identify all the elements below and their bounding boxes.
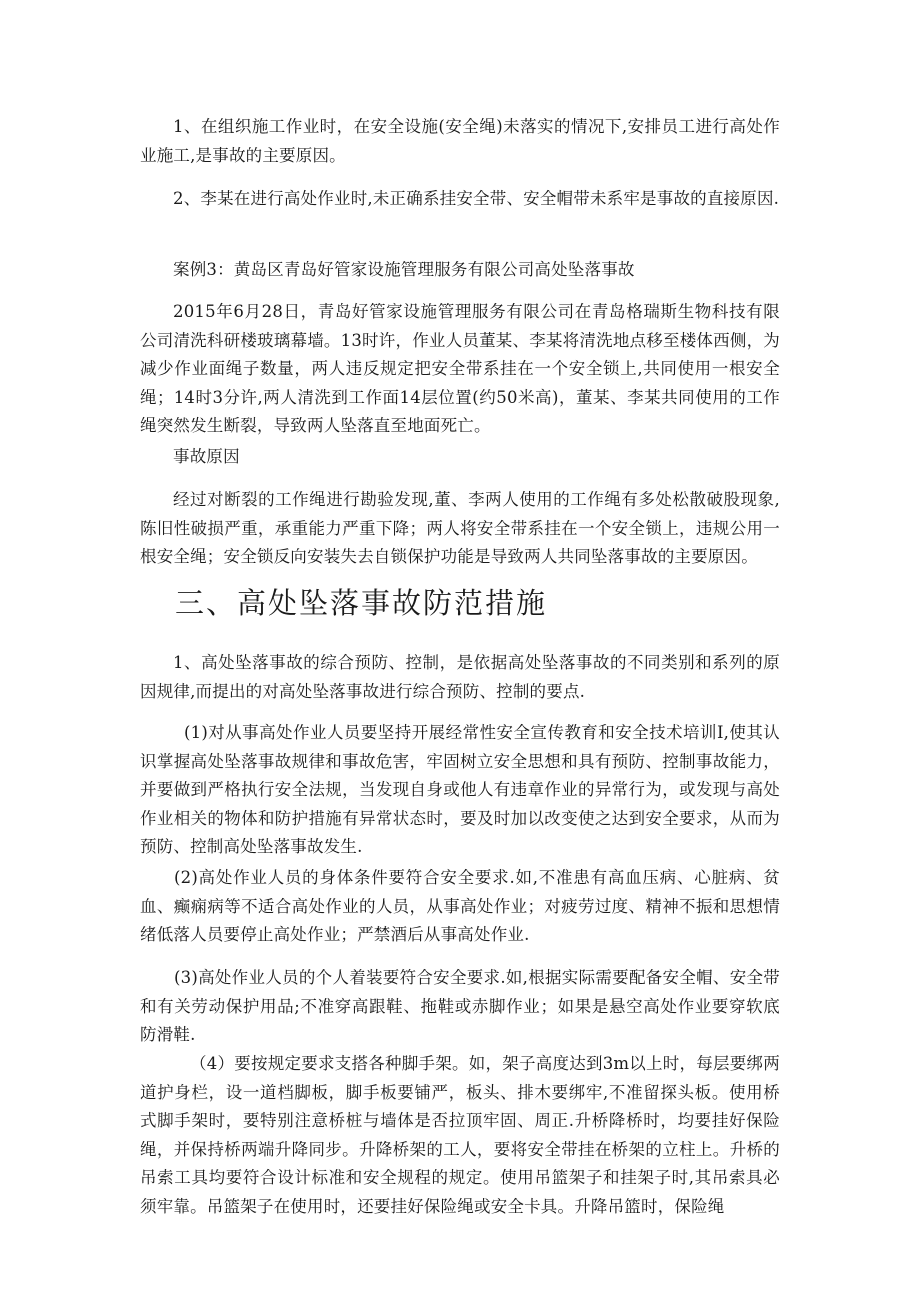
paragraph-cause-1: 1、在组织施工作业时，在安全设施(安全绳)未落实的情况下,安排员工进行高处作业施工,是事故的主要原因。 xyxy=(140,117,780,165)
accident-cause-body: 经过对断裂的工作绳进行勘验发现,董、李两人使用的工作绳有多处松散破股现象,陈旧性破损严重，承重能力严重下降；两人将安全带系挂在一个安全锁上，违规公用一根安全绳；安全锁反向安装失去自锁保护功能是导致两人共同坠落事故的主要原因。 xyxy=(140,490,780,567)
measure-1-2: (2)高处作业人员的身体条件要符合安全要求.如,不准患有高血压病、心脏病、贫血、癫痫病等不适合高处作业的人员，从事高处作业；对疲劳过度、精神不振和思想情绪低落人员要停止高处作业；严禁酒后从事高处作业. xyxy=(140,868,780,945)
accident-cause-label: 事故原因 xyxy=(173,447,240,466)
paragraph-cause-2: 2、李某在进行高处作业时,未正确系挂安全带、安全帽带未系牢是事故的直接原因. xyxy=(173,189,780,208)
measure-1-1: (1)对从事高处作业人员要坚持开展经常性安全宣传教育和安全技术培训I,使其认识掌握高处坠落事故规律和事故危害，牢固树立安全思想和具有预防、控制事故能力，并要做到严格执行安全法规，当发现自身或他人有违章作业的异常行为，或发现与高处作业相关的物体和防护措施有异常状态时，要及时加以改变使之达到安全要求，从而为预防、控制高处坠落事故发生. xyxy=(140,723,780,857)
section-heading: 三、高处坠落事故防范措施 xyxy=(175,586,548,620)
measure-1-4: （4）要按规定要求支搭各种脚手架。如，架子高度达到3m以上时，每层要绑两道护身栏，设一道档脚板，脚手板要铺严，板头、排木要绑牢,不准留探头板。使用桥式脚手架时，要特别注意桥桩与墙体是否拉顶牢固、周正.升桥降桥时，均要挂好保险绳，并保持桥两端升降同步。升降桥架的工人，要将安全带挂在桥架的立柱上。升桥的吊索工具均要符合设计标准和安全规程的规定。使用吊篮架子和挂架子时,其吊索具必须牢靠。吊篮架子在使用时，还要挂好保险绳或安全卡具。升降吊篮时，保险绳 xyxy=(140,1054,780,1216)
case-3-body: 2015年6月28日，青岛好管家设施管理服务有限公司在青岛格瑞斯生物科技有限公司清洗科研楼玻璃幕墙。13时许，作业人员董某、李某将清洗地点移至楼体西侧，为减少作业面绳子数量，两人违反规定把安全带系挂在一个安全锁上,共同使用一根安全绳；14时3分许,两人清洗到工作面14层位置(约50米高)，董某、李某共同使用的工作绳突然发生断裂，导致两人坠落直至地面死亡。 xyxy=(140,302,780,436)
measure-1: 1、高处坠落事故的综合预防、控制，是依据高处坠落事故的不同类别和系列的原因规律,而提出的对高处坠落事故进行综合预防、控制的要点. xyxy=(140,653,780,701)
measure-1-3: (3)高处作业人员的个人着装要符合安全要求.如,根据实际需要配备安全帽、安全带和有关劳动保护用品;不准穿高跟鞋、拖鞋或赤脚作业；如果是悬空高处作业要穿软底防滑鞋. xyxy=(140,968,780,1045)
case-3-title: 案例3：黄岛区青岛好管家设施管理服务有限公司高处坠落事故 xyxy=(173,260,635,279)
